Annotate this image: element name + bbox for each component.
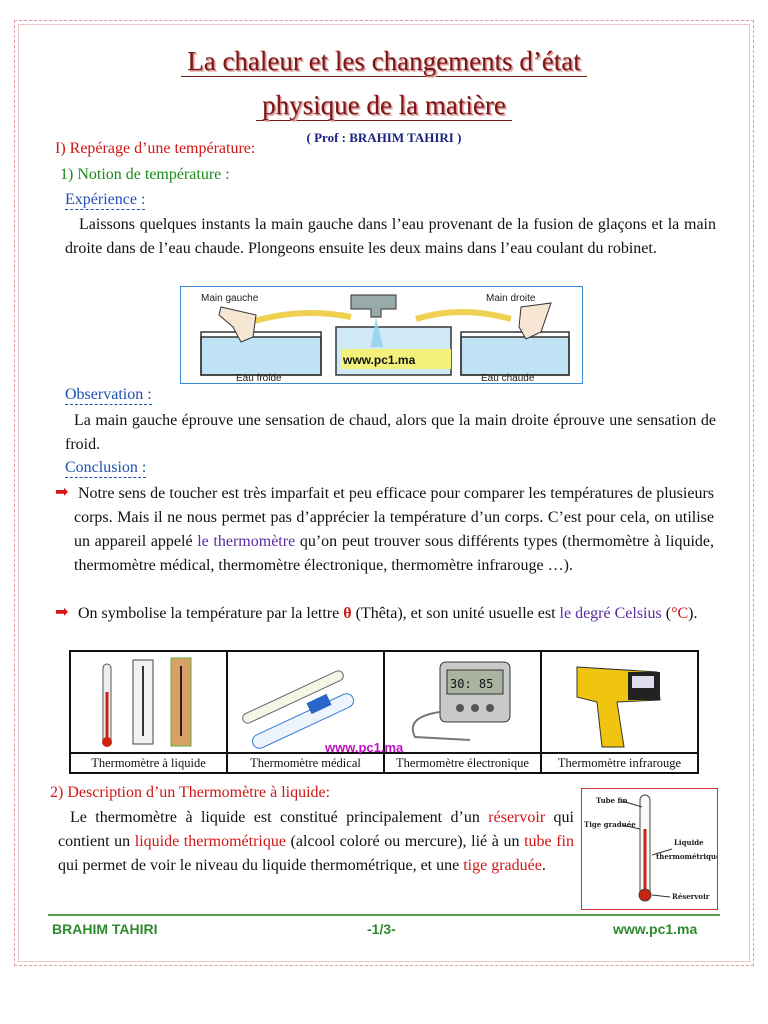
footer-site-link[interactable]: www.pc1.ma bbox=[613, 921, 698, 937]
liquide-label-1: Liquide bbox=[674, 838, 704, 847]
infrared-thermometer-image bbox=[541, 651, 698, 753]
tige-label: Tige graduée bbox=[584, 820, 636, 829]
tube-fin-label: Tube fin bbox=[596, 796, 628, 805]
author-line: ( Prof : BRAHIM TAHIRI ) bbox=[306, 130, 462, 145]
observation-text: La main gauche éprouve une sensation de chaud, alors que la main droite éprouve une sensation de froid. bbox=[65, 412, 716, 453]
thermometer-caption: Thermomètre infrarouge bbox=[541, 753, 698, 773]
thermometer-types-table bbox=[69, 650, 699, 774]
thermometer-description-figure bbox=[581, 788, 718, 910]
conclusion-paragraph-2: On symbolise la température par la lettre θ (Thêta), et son unité usuelle est le degré Celsius (°C). bbox=[78, 605, 698, 622]
bullet-arrow-icon: ➡ bbox=[55, 602, 69, 621]
thermometer-caption: Thermomètre médical bbox=[227, 753, 384, 773]
right-hand-label: Main droite bbox=[486, 293, 536, 304]
page-number: -1/3- bbox=[367, 921, 396, 937]
site-watermark: www.pc1.ma bbox=[343, 353, 416, 367]
bullet-arrow-icon: ➡ bbox=[55, 482, 69, 501]
footer-divider bbox=[48, 914, 720, 916]
experience-label: Expérience : bbox=[65, 191, 146, 208]
thermometer-caption: Thermomètre à liquide bbox=[70, 753, 227, 773]
left-hand-label: Main gauche bbox=[201, 293, 259, 304]
cold-water-label: Eau froide bbox=[236, 373, 282, 383]
liquid-thermometer-image bbox=[70, 651, 227, 753]
medical-thermometer-image bbox=[227, 651, 384, 753]
conclusion-paragraph-1: Notre sens de toucher est très imparfait et peu efficace pour comparer les températures de plusieurs corps. Mais il ne nous permet pas d’apprécier la température d’un corps. C’est pour cela, on utilise un appareil appelé le thermomètre qu’on peut trouver sous différents types (thermomètre à liquide, thermomètre médical, thermomètre électronique, thermomètre infrarouge …). bbox=[74, 485, 714, 574]
subsection-heading-1: 1) Notion de température : bbox=[60, 166, 230, 183]
hot-water-label: Eau chaude bbox=[481, 373, 535, 383]
experience-text: Laissons quelques instants la main gauche dans l’eau provenant de la fusion de glaçons et la main droite dans de l’eau chaude. Plongeons ensuite les deux mains dans l’eau coulant du robinet. bbox=[65, 216, 716, 257]
footer-author: BRAHIM TAHIRI bbox=[52, 921, 158, 937]
table-site-watermark: www.pc1.ma bbox=[325, 740, 404, 755]
section-heading-1: I) Repérage d’une température: bbox=[55, 140, 256, 157]
electronic-thermometer-image bbox=[384, 651, 541, 753]
experiment-illustration bbox=[181, 287, 582, 383]
device-display: 30: 85 bbox=[450, 677, 494, 691]
page-title-line2: physique de la matière bbox=[0, 90, 768, 121]
description-text: Le thermomètre à liquide est constitué principalement d’un réservoir qui contient un liquide thermométrique (alcool coloré ou mercure), lié à un tube fin qui permet de voir le niveau du liquide thermométrique, et une tige graduée. bbox=[58, 809, 574, 874]
conclusion-label: Conclusion : bbox=[65, 459, 147, 476]
section-heading-2: 2) Description d’un Thermomètre à liquide: bbox=[50, 784, 331, 801]
observation-label: Observation : bbox=[65, 386, 152, 403]
thermometer-caption: Thermomètre électronique bbox=[384, 753, 541, 773]
thermometer-term: le thermomètre bbox=[197, 533, 296, 550]
liquide-label-2: thermométrique bbox=[656, 852, 717, 861]
reservoir-label: Réservoir bbox=[672, 892, 710, 901]
experiment-diagram bbox=[180, 286, 583, 384]
page-title-line1: La chaleur et les changements d’état bbox=[0, 46, 768, 77]
